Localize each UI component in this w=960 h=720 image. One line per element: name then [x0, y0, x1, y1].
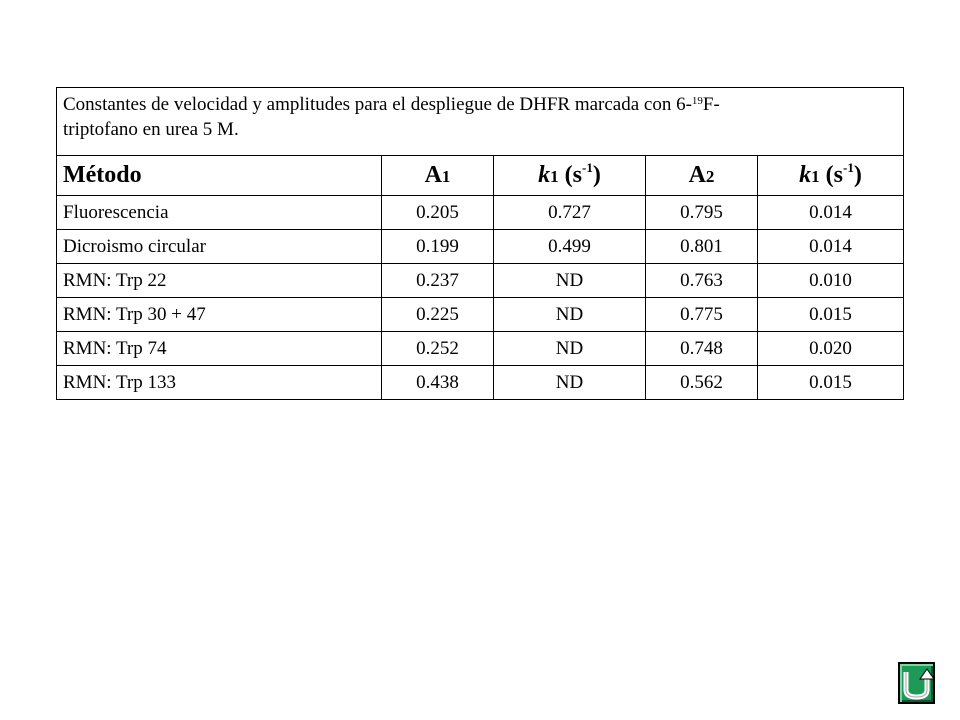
table-row: [57, 366, 904, 400]
header-k2-symbol: k: [799, 162, 812, 188]
cell-method: Dicroismo circular: [57, 230, 382, 264]
cell-a2: 0.562: [646, 366, 758, 400]
cell-a1: 0.252: [382, 332, 494, 366]
cell-k2: 0.020: [758, 332, 904, 366]
cell-a1: 0.205: [382, 196, 494, 230]
header-a1-subscript: 1: [441, 167, 451, 186]
cell-k2: 0.015: [758, 298, 904, 332]
cell-k1: ND: [494, 332, 646, 366]
cell-method: RMN: Trp 74: [57, 332, 382, 366]
cell-method: RMN: Trp 22: [57, 264, 382, 298]
cell-method: RMN: Trp 133: [57, 366, 382, 400]
caption-text-line1: Constantes de velocidad y amplitudes para el despliegue de DHFR marcada con 6-: [63, 94, 692, 115]
cell-method: RMN: Trp 30 + 47: [57, 298, 382, 332]
caption-row: [57, 88, 904, 156]
table-row: [57, 332, 904, 366]
cell-k1: ND: [494, 298, 646, 332]
header-method: Método: [57, 156, 382, 196]
cell-k2: 0.015: [758, 366, 904, 400]
cell-k1: ND: [494, 366, 646, 400]
header-k1-subscript: 1: [550, 167, 559, 186]
header-a2: [646, 156, 758, 196]
return-button[interactable]: [898, 662, 935, 704]
cell-k2: 0.010: [758, 264, 904, 298]
table-row: [57, 196, 904, 230]
cell-a2: 0.748: [646, 332, 758, 366]
cell-k2: 0.014: [758, 230, 904, 264]
table-row: [57, 264, 904, 298]
rate-constants-table: [56, 87, 904, 400]
header-k2: [758, 156, 904, 196]
cell-a1: 0.438: [382, 366, 494, 400]
caption-isotope-mass: 19: [691, 95, 703, 107]
cell-a1: 0.225: [382, 298, 494, 332]
caption-text-line2: triptofano en urea 5 M.: [63, 119, 239, 140]
header-k2-unit-open: (s: [819, 162, 843, 188]
header-k2-unit-close: ): [853, 162, 862, 188]
header-k1-unit-exponent: -1: [582, 160, 593, 175]
cell-a1: 0.199: [382, 230, 494, 264]
cell-a2: 0.763: [646, 264, 758, 298]
cell-method: Fluorescencia: [57, 196, 382, 230]
header-k1-unit-open: (s: [558, 162, 582, 188]
cell-a2: 0.801: [646, 230, 758, 264]
cell-k1: ND: [494, 264, 646, 298]
header-a1: [382, 156, 494, 196]
table-row: [57, 298, 904, 332]
cell-k1: 0.499: [494, 230, 646, 264]
header-k2-unit-exponent: -1: [843, 160, 854, 175]
cell-a1: 0.237: [382, 264, 494, 298]
header-k1-unit-close: ): [592, 162, 601, 188]
u-turn-return-icon: [900, 664, 933, 702]
cell-a2: 0.795: [646, 196, 758, 230]
cell-k1: 0.727: [494, 196, 646, 230]
header-k1: [494, 156, 646, 196]
cell-a2: 0.775: [646, 298, 758, 332]
caption-text-line1-end: F-: [702, 94, 720, 115]
header-row: [57, 156, 904, 196]
header-k1-symbol: k: [538, 162, 551, 188]
header-a1-symbol: A: [424, 162, 442, 188]
table-caption: [57, 88, 904, 156]
header-a2-symbol: A: [688, 162, 706, 188]
header-a2-subscript: 2: [705, 167, 715, 186]
table-row: [57, 230, 904, 264]
header-k2-subscript: 1: [811, 167, 820, 186]
cell-k2: 0.014: [758, 196, 904, 230]
